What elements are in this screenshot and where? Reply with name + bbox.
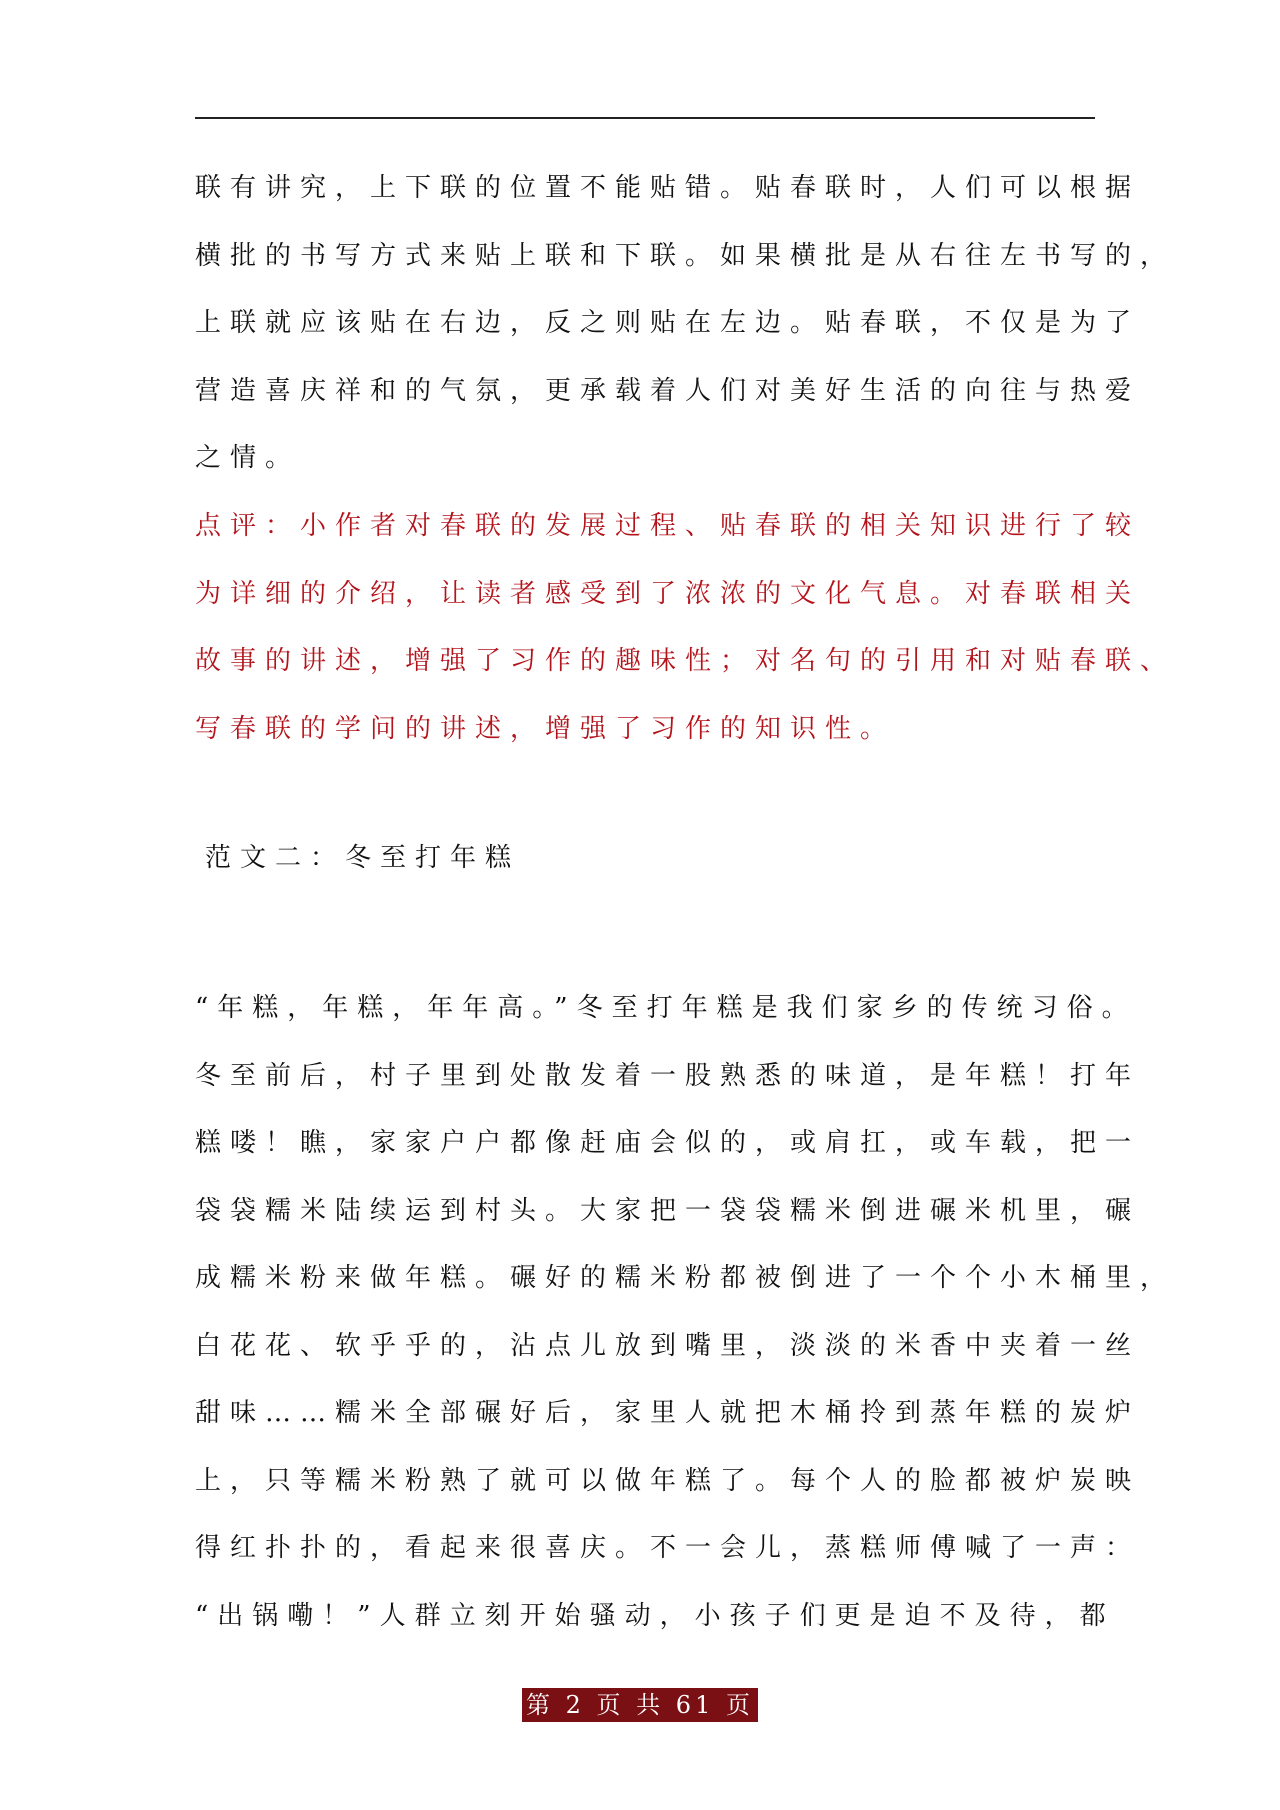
comment-line: 故事的讲述，增强了习作的趣味性；对名句的引用和对贴春联、 [195, 646, 1176, 676]
comment-line: 点评：小作者对春联的发展过程、贴春联的相关知识进行了较 [195, 511, 1141, 541]
text-line: 上，只等糯米粉熟了就可以做年糕了。每个人的脸都被炉炭映 [195, 1465, 1141, 1496]
text-line: 糕喽！瞧，家家户户都像赶庙会似的，或肩扛，或车载，把一 [195, 1128, 1141, 1158]
text-line: 甜味……糯米全部碾好后，家里人就把木桶拎到蒸年糕的炭炉 [195, 1398, 1141, 1428]
text-line: 联有讲究，上下联的位置不能贴错。贴春联时，人们可以根据 [195, 173, 1141, 203]
page-number-badge: 第 2 页 共 61 页 [522, 1688, 758, 1722]
text-line: 横批的书写方式来贴上联和下联。如果横批是从右往左书写的， [195, 240, 1176, 271]
text-line: 白花花、软乎乎的，沾点儿放到嘴里，淡淡的米香中夹着一丝 [195, 1330, 1141, 1361]
comment-paragraph [195, 493, 1176, 763]
text-line: “年糕，年糕，年年高。”冬至打年糕是我们家乡的传统习俗。 [195, 993, 1137, 1023]
text-line: 上联就应该贴在右边，反之则贴在左边。贴春联，不仅是为了 [195, 308, 1141, 338]
text-line: “出锅嘞！”人群立刻开始骚动，小孩子们更是迫不及待，都 [195, 1600, 1115, 1631]
body-paragraph-1 [195, 155, 1176, 493]
text-line: 冬至前后，村子里到处散发着一股熟悉的味道，是年糕！打年 [195, 1060, 1141, 1091]
text-line: 成糯米粉来做年糕。碾好的糯米粉都被倒进了一个个小木桶里， [195, 1263, 1176, 1293]
comment-line: 为详细的介绍，让读者感受到了浓浓的文化气息。对春联相关 [195, 578, 1141, 609]
comment-line: 写春联的学问的讲述，增强了习作的知识性。 [195, 713, 896, 744]
page-footer [0, 1688, 1280, 1722]
text-line: 袋袋糯米陆续运到村头。大家把一袋袋糯米倒进碾米机里，碾 [195, 1195, 1141, 1226]
section-heading: 范文二：冬至打年糕 [205, 843, 521, 873]
text-line: 之情。 [195, 443, 301, 473]
text-line: 营造喜庆祥和的气氛，更承载着人们对美好生活的向往与热爱 [195, 375, 1141, 406]
body-paragraph-2 [195, 975, 1176, 1650]
text-line: 得红扑扑的，看起来很喜庆。不一会儿，蒸糕师傅喊了一声： [195, 1533, 1141, 1563]
header-rule [195, 117, 1095, 119]
